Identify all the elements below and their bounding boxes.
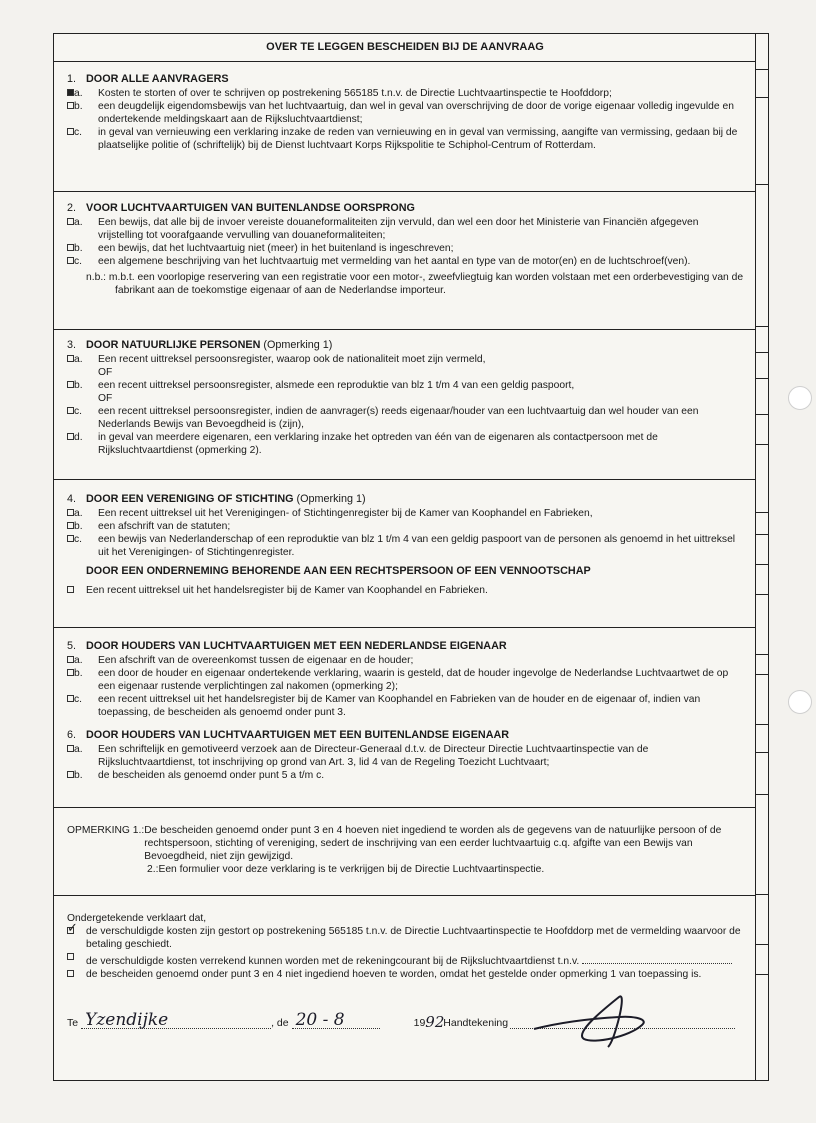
section-1-item-a: a. Kosten te storten of over te schrijven op postrekening 565185 t.n.v. de Directie Luchtvaartinspectie te Hoofddorp;: [67, 87, 744, 100]
section-2-title: 2. VOOR LUCHTVAARTUIGEN VAN BUITENLANDSE OORSPRONG: [67, 202, 415, 214]
date-handwritten: 20 - 8: [295, 1010, 345, 1030]
margin-tick: [756, 69, 768, 70]
account-name-field[interactable]: [582, 951, 732, 964]
checkbox[interactable]: [67, 535, 74, 542]
section-1-title: 1. DOOR ALLE AANVRAGERS: [67, 73, 229, 85]
form-page: [53, 33, 769, 1081]
section-2: [54, 192, 756, 330]
section-1-item-b: b. een deugdelijk eigendomsbewijs van het luchtvaartuig, dan wel in geval van overschrijving de door de vorige eigenaar volledig ingevulde en ondertekende meldingskaart aan de Rijksluchtvaartdienst;: [67, 100, 744, 126]
remarks-section: [54, 808, 756, 896]
margin-tick: [756, 894, 768, 895]
margin-tick: [756, 752, 768, 753]
remark-2: 2.: Een formulier voor deze verklaring is te verkrijgen bij de Directie Luchtvaartinspectie.: [147, 864, 545, 875]
year-handwritten: 92: [425, 1013, 445, 1031]
place-field[interactable]: [81, 1010, 271, 1030]
declaration-item-b: de verschuldigde kosten verrekend kunnen worden met de rekeningcourant bij de Rijksluchtvaartdienst t.n.v.: [67, 951, 744, 968]
margin-tick: [756, 97, 768, 98]
section-2-item-b: b. een bewijs, dat het luchtvaartuig niet (meer) in het buitenland is ingeschreven;: [67, 242, 744, 255]
checkbox[interactable]: [67, 745, 74, 752]
section-1-item-c: c. in geval van vernieuwing een verklaring inzake de reden van vernieuwing en in geval van vermissing, aangifte van vermissing, gedaan bij de plaatselijke politie of (schriftelijk) bij de Dienst luchtvaart Korps Rijkspolitie te Schiphol-Centrum of Rotterdam.: [67, 126, 744, 152]
section-5-6: [54, 628, 756, 808]
section-5-title: 5. DOOR HOUDERS VAN LUCHTVAARTUIGEN MET EEN NEDERLANDSE EIGENAAR: [67, 640, 507, 652]
section-4-title: 4. DOOR EEN VERENIGING OF STICHTING (Opmerking 1): [67, 493, 366, 505]
checkbox[interactable]: [67, 669, 74, 676]
checkbox-checked[interactable]: [67, 927, 74, 934]
section-4-item-b: b. een afschrift van de statuten;: [67, 520, 744, 533]
margin-tick: [756, 794, 768, 795]
checkbox[interactable]: [67, 695, 74, 702]
declaration-item-c: de bescheiden genoemd onder punt 3 en 4 niet ingediend hoeven te worden, omdat het gestelde onder opmerking 1 van toepassing is.: [67, 968, 744, 981]
punch-hole: [788, 386, 812, 410]
handwritten-signature: [524, 989, 684, 1049]
margin-tick: [756, 378, 768, 379]
right-margin-column: [755, 34, 768, 1080]
signature-label: Handtekening: [443, 1017, 509, 1029]
margin-tick: [756, 326, 768, 327]
checkbox[interactable]: [67, 509, 74, 516]
declaration-intro: Ondergetekende verklaart dat,: [67, 913, 207, 924]
form-title: OVER TE LEGGEN BESCHEIDEN BIJ DE AANVRAAG: [54, 34, 756, 62]
or-separator: OF: [98, 393, 113, 404]
section-2-note: n.b.: m.b.t. een voorlopige reservering van een registratie voor een motor-, zweefvliegtuig kan worden volstaan met een orderbevestiging van de fabrikant aan de toekomstige eigenaar of aan de Nederlandse importeur.: [86, 272, 744, 296]
checkbox[interactable]: [67, 970, 74, 977]
place-label: Te: [67, 1017, 79, 1029]
section-3-item-c: c. een recent uittreksel persoonsregister, indien de aanvrager(s) reeds eigenaar/houder van een luchtvaartuig dan wel houder van een Nederlands Bewijs van Bevoegdheid is (zijn),: [67, 405, 744, 431]
checkbox[interactable]: [67, 953, 74, 960]
section-6-item-a: a. Een schriftelijk en gemotiveerd verzoek aan de Directeur-Generaal d.t.v. de Directeur Directie Luchtvaartinspectie van de Rijksluchtvaartdienst, tot inschrijving op grond van Art. 3, lid 4 van de Regeling Toezicht Luchtvaart;: [67, 743, 744, 769]
section-5-item-a: a. Een afschrift van de overeenkomst tussen de eigenaar en de houder;: [67, 654, 744, 667]
date-label: , de: [271, 1017, 289, 1029]
checkbox[interactable]: [67, 128, 74, 135]
remark-1: OPMERKING 1.: De bescheiden genoemd onder punt 3 en 4 hoeven niet ingediend te worden als de gegevens van de natuurlijke persoon of de rechtspersoon, stichting of vereniging, sedert de inschrijving van een eerder luchtvaartuig c.q. afgifte van een Bewijs van Bevoegdheid, niet zijn gewijzigd.: [67, 825, 722, 862]
year-prefix: 19: [413, 1017, 426, 1029]
checkbox[interactable]: [67, 244, 74, 251]
section-3-item-b: b. een recent uittreksel persoonsregister, alsmede een reproduktie van blz 1 t/m 4 van een geldig paspoort,: [67, 379, 744, 392]
margin-tick: [756, 534, 768, 535]
margin-tick: [756, 564, 768, 565]
section-1: [54, 62, 756, 192]
margin-tick: [756, 444, 768, 445]
section-2-item-c: c. een algemene beschrijving van het luchtvaartuig met vermelding van het aantal en type van de motor(en) en de luchtschroef(ven).: [67, 255, 744, 268]
margin-tick: [756, 184, 768, 185]
section-4-item-d: Een recent uittreksel uit het handelsregister bij de Kamer van Koophandel en Fabrieken.: [67, 584, 744, 597]
section-4-subheading: DOOR EEN ONDERNEMING BEHORENDE AAN EEN RECHTSPERSOON OF EEN VENNOOTSCHAP: [86, 565, 591, 577]
section-4-item-c: c. een bewijs van Nederlanderschap of een reproduktie van blz 1 t/m 4 van een geldig paspoort van de personen als genoemd in het uittreksel uit het Verenigingen- of Stichtingenregister.: [67, 533, 744, 559]
checkbox[interactable]: [67, 102, 74, 109]
or-separator: OF: [98, 367, 113, 378]
section-3-item-a: a. Een recent uittreksel persoonsregister, waarop ook de nationaliteit moet zijn vermeld,: [67, 353, 744, 366]
margin-tick: [756, 674, 768, 675]
checkbox[interactable]: [67, 355, 74, 362]
year-field[interactable]: [425, 1013, 445, 1031]
margin-tick: [756, 512, 768, 513]
section-3-item-d: d. in geval van meerdere eigenaren, een verklaring inzake het optreden van één van de eigenaren als contactpersoon met de Rijksluchtvaartdienst (opmerking 2).: [67, 431, 744, 457]
margin-tick: [756, 352, 768, 353]
section-2-item-a: a. Een bewijs, dat alle bij de invoer vereiste douaneformaliteiten zijn vervuld, dan wel een door het Ministerie van Financiën afgegeven vrijstelling tot voorafgaande vervulling van douaneformaliteiten;: [67, 216, 744, 242]
margin-tick: [756, 414, 768, 415]
section-3-title: 3. DOOR NATUURLIJKE PERSONEN (Opmerking 1): [67, 339, 333, 351]
section-5-item-c: c. een recent uittreksel uit het handelsregister bij de Kamer van Koophandel en Fabrieken van de houder en de eigenaar of, indien van toepassing, de bescheiden als genoemd onder punt 3.: [67, 693, 744, 719]
section-3: [54, 330, 756, 480]
checkbox[interactable]: [67, 381, 74, 388]
place-handwritten: Yzendijke: [85, 1010, 169, 1030]
checkbox[interactable]: [67, 433, 74, 440]
checkbox[interactable]: [67, 771, 74, 778]
section-6-title: 6. DOOR HOUDERS VAN LUCHTVAARTUIGEN MET EEN BUITENLANDSE EIGENAAR: [67, 729, 510, 741]
margin-tick: [756, 974, 768, 975]
section-4-item-a: a. Een recent uittreksel uit het Verenigingen- of Stichtingenregister bij de Kamer van Koophandel en Fabrieken,: [67, 507, 744, 520]
checkbox-checked[interactable]: [67, 89, 74, 96]
checkbox[interactable]: [67, 257, 74, 264]
checkbox[interactable]: [67, 218, 74, 225]
checkbox[interactable]: [67, 522, 74, 529]
margin-tick: [756, 944, 768, 945]
declaration-item-a: ✓ de verschuldigde kosten zijn gestort op postrekening 565185 t.n.v. de Directie Luchtvaartinspectie te Hoofddorp met de vermelding waarvoor de betaling geschiedt.: [67, 925, 744, 951]
section-4: [54, 480, 756, 628]
section-5-item-b: b. een door de houder en eigenaar ondertekende verklaring, waarin is gesteld, dat de houder ingevolge de Nederlandse Luchtvaartwet de op een eigenaar rustende verplichtingen zal nakomen (opmerking 2);: [67, 667, 744, 693]
section-6-item-b: b. de bescheiden als genoemd onder punt 5 a t/m c.: [67, 769, 744, 782]
punch-hole: [788, 690, 812, 714]
date-field[interactable]: [292, 1010, 380, 1030]
margin-tick: [756, 594, 768, 595]
margin-tick: [756, 724, 768, 725]
checkbox[interactable]: [67, 407, 74, 414]
checkbox[interactable]: [67, 656, 74, 663]
margin-tick: [756, 654, 768, 655]
checkbox[interactable]: [67, 586, 74, 593]
